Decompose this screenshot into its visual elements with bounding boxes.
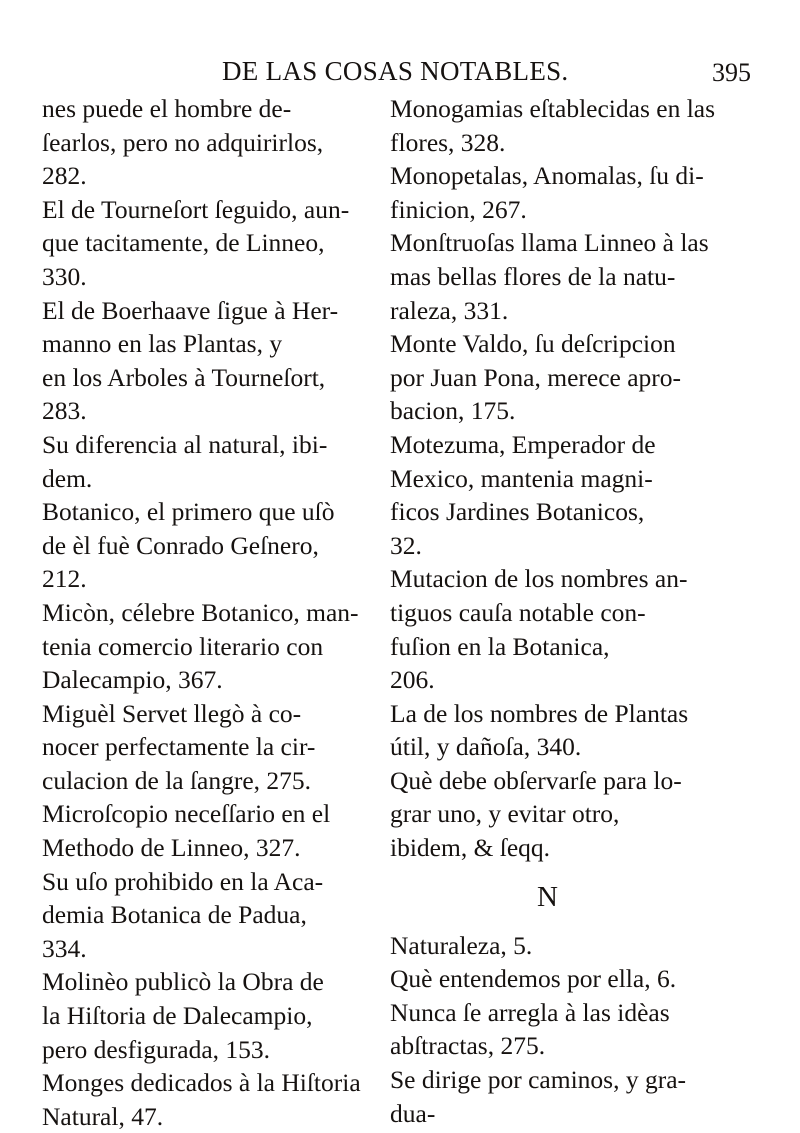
index-entry	[42, 294, 377, 428]
entry-line: culacion de la ſangre, 275.	[42, 765, 312, 795]
entry-line: Natural, 47.	[42, 1101, 164, 1131]
index-entry	[42, 965, 377, 1066]
entry-line: en los Arboles à Tourneſort,	[42, 362, 326, 392]
index-entry	[42, 193, 377, 294]
index-entry	[390, 1063, 765, 1130]
running-head: DE LAS COSAS NOTABLES.	[222, 56, 569, 86]
index-entry	[42, 495, 377, 596]
left-column	[42, 92, 377, 1133]
entry-line: Naturaleza, 5.	[390, 930, 533, 960]
entry-line: Motezuma, Emperador de	[390, 429, 656, 459]
entry-line: Botanico, el primero que uſò	[42, 497, 335, 527]
index-entry	[390, 562, 765, 696]
index-entry	[390, 929, 765, 963]
entry-line: Monges dedicados à la Hiſtoria	[42, 1068, 361, 1098]
entry-line: nocer perfectamente la cir-	[42, 732, 316, 762]
entry-line: 212.	[42, 564, 87, 594]
entry-line: tenia comercio literario con	[42, 631, 324, 661]
index-entry	[390, 996, 765, 1063]
index-entry	[42, 92, 377, 193]
entry-line: dem.	[42, 463, 93, 493]
index-entry	[390, 962, 765, 996]
entry-line: 330.	[42, 261, 87, 291]
entry-line: 206.	[390, 665, 435, 695]
entry-line: tiguos cauſa notable con-	[390, 597, 646, 627]
entry-line: por Juan Pona, merece apro-	[390, 362, 682, 392]
entry-line: finicion, 267.	[390, 194, 527, 224]
right-column-entries-n	[390, 929, 765, 1131]
entry-line: mas bellas flores de la natu-	[390, 261, 676, 291]
entry-line: Què debe obſervarſe para lo-	[390, 765, 682, 795]
entry-line: Què entendemos por ella, 6.	[390, 964, 677, 994]
page-header	[0, 56, 800, 96]
index-entry	[390, 764, 765, 865]
entry-line: Su diferencia al natural, ibi-	[42, 429, 328, 459]
index-entry	[390, 159, 765, 226]
entry-line: nes puede el hombre de-	[42, 94, 292, 123]
entry-line: dua-	[390, 1098, 436, 1128]
entry-line: Mutacion de los nombres an-	[390, 564, 688, 594]
entry-line: útil, y dañoſa, 340.	[390, 732, 582, 762]
entry-line: de èl fuè Conrado Geſnero,	[42, 530, 319, 560]
entry-line: Monogamias eſtablecidas en las	[390, 94, 716, 123]
entry-line: bacion, 175.	[390, 396, 516, 426]
entry-line: manno en las Plantas, y	[42, 329, 283, 359]
entry-line: abſtractas, 275.	[390, 1031, 546, 1061]
entry-line: Microſcopio neceſſario en el	[42, 799, 331, 829]
entry-line: Monopetalas, Anomalas, ſu di-	[390, 161, 704, 191]
entry-line: ſearlos, pero no adquirirlos,	[42, 127, 324, 157]
index-entry	[390, 327, 765, 428]
index-entry	[42, 865, 377, 966]
index-entry	[390, 92, 765, 159]
entry-line: El de Boerhaave ſigue à Her-	[42, 295, 339, 325]
entry-line: Mexico, mantenia magni-	[390, 463, 653, 493]
index-entry	[390, 428, 765, 562]
section-letter: N	[537, 880, 558, 913]
entry-line: grar uno, y evitar otro,	[390, 799, 620, 829]
entry-line: El de Tourneſort ſeguido, aun-	[42, 194, 350, 224]
entry-line: Monſtruoſas llama Linneo à las	[390, 228, 709, 258]
index-entry	[42, 697, 377, 798]
entry-line: ibidem, & ſeqq.	[390, 833, 551, 863]
right-column-entries-m	[390, 92, 765, 865]
entry-line: demia Botanica de Padua,	[42, 900, 307, 930]
entry-line: Se dirige por caminos, y gra-	[390, 1065, 687, 1095]
entry-line: Monte Valdo, ſu deſcripcion	[390, 329, 676, 359]
entry-line: la Hiſtoria de Dalecampio,	[42, 1001, 313, 1031]
entry-line: fuſion en la Botanica,	[390, 631, 610, 661]
right-column	[390, 92, 765, 1130]
entry-line: ficos Jardines Botanicos,	[390, 497, 645, 527]
entry-line: Micòn, célebre Botanico, man-	[42, 597, 359, 627]
entry-line: Molinèo publicò la Obra de	[42, 967, 324, 997]
index-entry	[42, 1066, 377, 1133]
index-entry	[390, 226, 765, 327]
entry-line: 283.	[42, 396, 87, 426]
page-number: 395	[712, 58, 751, 87]
entry-line: pero desfigurada, 153.	[42, 1034, 271, 1064]
entry-line: La de los nombres de Plantas	[390, 698, 689, 728]
entry-line: 32.	[390, 530, 422, 560]
index-entry	[42, 596, 377, 697]
entry-line: Dalecampio, 367.	[42, 665, 223, 695]
index-entry	[390, 697, 765, 764]
entry-line: raleza, 331.	[390, 295, 509, 325]
entry-line: Methodo de Linneo, 327.	[42, 833, 301, 863]
index-entry	[42, 797, 377, 864]
entry-line: Su uſo prohibido en la Aca-	[42, 866, 324, 896]
entry-line: 334.	[42, 933, 87, 963]
entry-line: 282.	[42, 161, 87, 191]
entry-line: Nunca ſe arregla à las idèas	[390, 997, 670, 1027]
entry-line: Miguèl Servet llegò à co-	[42, 698, 302, 728]
entry-line: flores, 328.	[390, 127, 506, 157]
index-entry	[42, 428, 377, 495]
entry-line: que tacitamente, de Linneo,	[42, 228, 325, 258]
